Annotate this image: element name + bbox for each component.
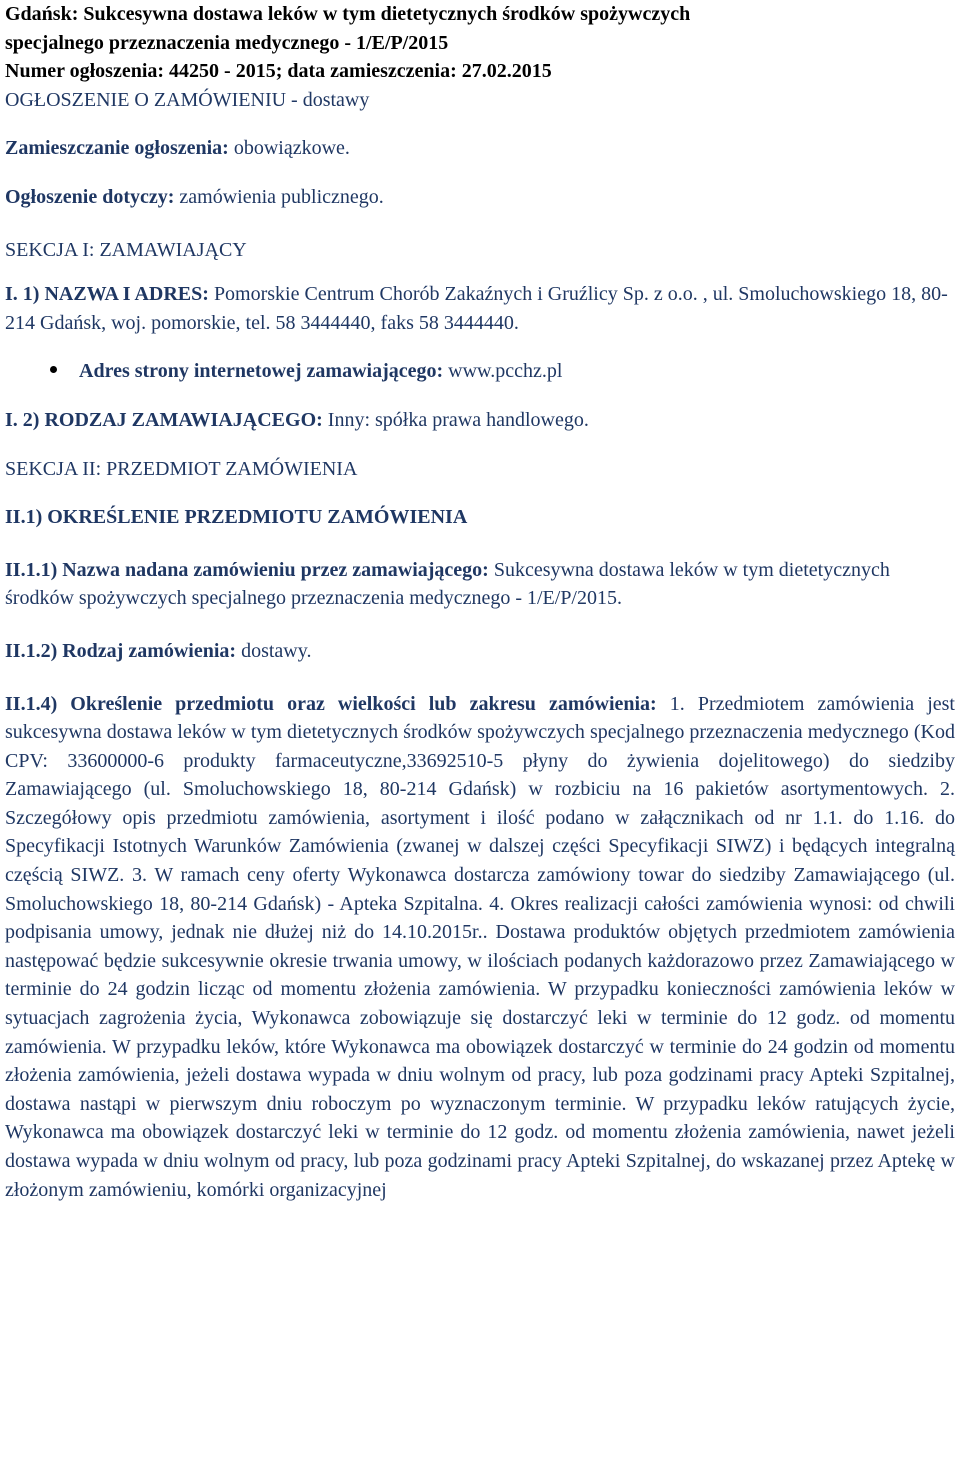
authority-type-row: [5, 406, 955, 435]
contract-name-label: II.1.1) Nazwa nadana zamówieniu przez zamawiającego:: [5, 558, 489, 581]
section-2-1-heading: II.1) OKREŚLENIE PRZEDMIOTU ZAMÓWIENIA: [5, 506, 468, 529]
website-bullet: [5, 357, 955, 386]
name-address-label: I. 1) NAZWA I ADRES:: [5, 283, 209, 306]
authority-type-label: I. 2) RODZAJ ZAMAWIAJĄCEGO:: [5, 408, 323, 431]
document-title: [5, 0, 955, 86]
contract-scope-label: II.1.4) Określenie przedmiotu oraz wielkości lub zakresu zamówienia:: [5, 692, 657, 715]
name-address-value: Pomorskie Centrum Chorób Zakaźnych i Gruźlicy Sp. z o.o. , ul. Smoluchowskiego 18, 80-214 Gdańsk, woj. pomorskie, tel. 58 3444440, faks 58 3444440.: [5, 283, 948, 334]
website-label: Adres strony internetowej zamawiającego:: [79, 360, 444, 383]
contracting-authority-name-address: [5, 280, 955, 337]
placement-label: Zamieszczanie ogłoszenia:: [5, 137, 229, 160]
placement-value: obowiązkowe.: [228, 137, 350, 160]
contract-scope-row: [5, 690, 955, 1205]
notice-type: OGŁOSZENIE O ZAMÓWIENIU - dostawy: [5, 88, 370, 111]
placement-row: [5, 134, 955, 163]
authority-type-value: Inny: spółka prawa handlowego.: [322, 408, 589, 431]
contract-type-label: II.1.2) Rodzaj zamówienia:: [5, 639, 237, 662]
procurement-notice-document: [5, 0, 955, 1204]
concerns-label: Ogłoszenie dotyczy:: [5, 185, 175, 208]
concerns-row: [5, 183, 955, 212]
section-1-heading: SEKCJA I: ZAMAWIAJĄCY: [5, 238, 247, 261]
contract-name-row: [5, 556, 955, 613]
section-2-heading: SEKCJA II: PRZEDMIOT ZAMÓWIENIA: [5, 457, 358, 480]
title-line-2: specjalnego przeznaczenia medycznego - 1/E/P/2015: [5, 31, 449, 54]
contract-scope-value: 1. Przedmiotem zamówienia jest sukcesywna dostawa leków w tym dietetycznych środków spożywczych specjalnego przeznaczenia medycznego (Kod CPV: 33600000-6 produkty farmaceutyczne,33692510-5 płyny do żywienia dojelitowego) do siedziby Zamawiającego (ul. Smoluchowskiego 18, 80-214 Gdańsk) w rozbiciu na 16 pakietów asortymentowych. 2. Szczegółowy opis przedmiotu zamówienia, asortyment i ilość podano w załącznikach od nr 1.1. do 1.16. do Specyfikacji Istotnych Warunków Zamówienia (zwanej w dalszej części Specyfikacji SIWZ) i będących integralną częścią SIWZ. 3. W ramach ceny oferty Wykonawca dostarcza zamówiony towar do siedziby Zamawiającego (ul. Smoluchowskiego 18, 80-214 Gdańsk) - Apteka Szpitalna. 4. Okres realizacji całości zamówienia wynosi: od chwili podpisania umowy, jednak nie dłużej niż do 14.10.2015r.. Dostawa produktów objętych przedmiotem zamówienia następować będzie sukcesywnie okresie trwania umowy, w ilościach podanych każdorazowo przez Zamawiającego w terminie do 24 godzin licząc od momentu złożenia zamówienia. W przypadku konieczności zamówienia leków w sytuacjach zagrożenia życia, Wykonawca zobowiązuje się dostarczyć leki w terminie do 12 godz. od momentu zamówienia. W przypadku leków, które Wykonawca ma obowiązek dostarczyć w terminie do 24 godzin od momentu złożenia zamówienia, jeżeli dostawa wypada w dniu wolnym od pracy, lub poza godzinami pracy Apteki Szpitalnej, dostawa nastąpi w pierwszym dniu roboczym po wyznaczonym terminie. W przypadku leków ratujących życie, Wykonawca ma obowiązek dostarczyć leki w terminie do 12 godz. od momentu złożenia zamówienia, nawet jeżeli dostawa wypada w dniu wolnym od pracy, lub poza godzinami pracy Apteki Szpitalnej, do wskazanej przez Aptekę w złożonym zamówieniu, komórki organizacyjnej: [5, 692, 955, 1201]
website-link[interactable]: www.pcchz.pl: [443, 360, 563, 383]
title-line-1: Gdańsk: Sukcesywna dostawa leków w tym dietetycznych środków spożywczych: [5, 3, 691, 25]
concerns-value: zamówienia publicznego.: [174, 185, 384, 208]
bullet-icon: [50, 366, 57, 373]
contract-type-value: dostawy.: [236, 639, 312, 662]
contract-type-row: [5, 637, 955, 666]
contract-name-value: Sukcesywna dostawa leków w tym dietetycznych środków spożywczych specjalnego przeznaczenia medycznego - 1/E/P/2015.: [5, 558, 890, 610]
announcement-number: Numer ogłoszenia: 44250 - 2015; data zamieszczenia: 27.02.2015: [5, 60, 552, 83]
